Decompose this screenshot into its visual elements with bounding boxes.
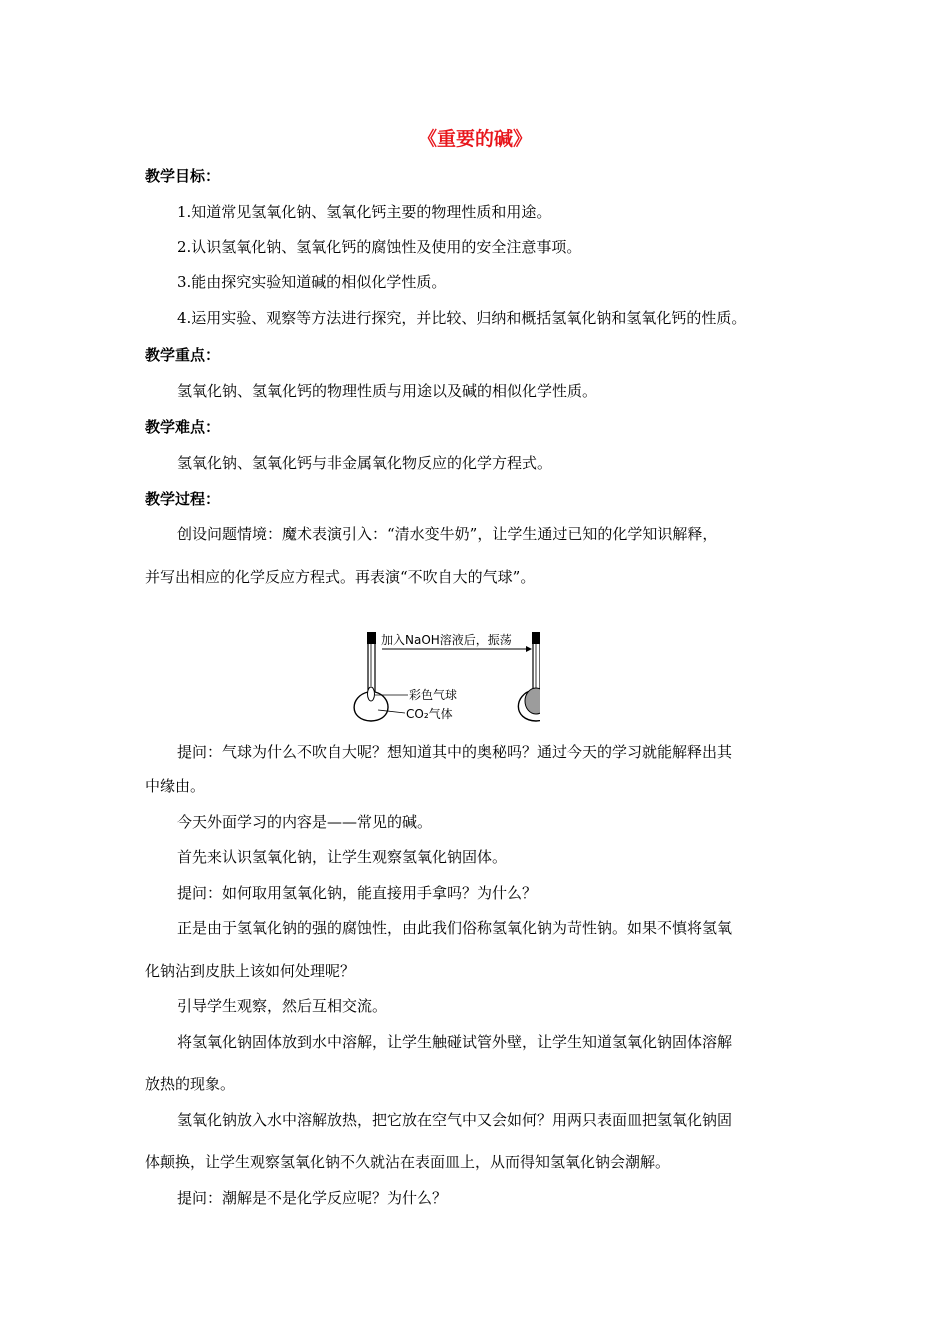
gas-label: CO₂气体 bbox=[406, 707, 453, 721]
process-paragraph-5: 提问：如何取用氢氧化钠，能直接用手拿吗？为什么？ bbox=[177, 884, 538, 902]
key-points-text: 氢氧化钠、氢氧化钙的物理性质与用途以及碱的相似化学性质。 bbox=[177, 382, 598, 400]
document-title: 《重要的碱》 bbox=[417, 128, 532, 150]
process-paragraph-8-line-1: 将氢氧化钠固体放到水中溶解，让学生触碰试管外壁，让学生知道氢氧化钠固体溶解 bbox=[177, 1033, 733, 1051]
process-paragraph-9-line-2: 体颠换，让学生观察氢氧化钠不久就沾在表面皿上，从而得知氢氧化钠会潮解。 bbox=[145, 1153, 671, 1171]
balloon-experiment-figure bbox=[340, 622, 540, 728]
process-paragraph-3: 今天外面学习的内容是——常见的碱。 bbox=[177, 813, 433, 831]
balloon-label: 彩色气球 bbox=[409, 688, 458, 702]
process-paragraph-6-line-2: 化钠沾到皮肤上该如何处理呢？ bbox=[145, 962, 356, 980]
process-heading: 教学过程： bbox=[145, 490, 221, 508]
process-paragraph-4: 首先来认识氢氧化钠，让学生观察氢氧化钠固体。 bbox=[177, 848, 508, 866]
objective-item-3: 3.能由探究实验知道碱的相似化学性质。 bbox=[177, 273, 447, 291]
objectives-heading: 教学目标： bbox=[145, 167, 221, 185]
process-paragraph-7: 引导学生观察，然后互相交流。 bbox=[177, 997, 388, 1015]
difficulties-heading: 教学难点： bbox=[145, 418, 221, 436]
objective-item-2: 2.认识氢氧化钠、氢氧化钙的腐蚀性及使用的安全注意事项。 bbox=[177, 238, 582, 256]
objective-item-4: 4.运用实验、观察等方法进行探究，并比较、归纳和概括氢氧化钠和氢氧化钙的性质。 bbox=[177, 309, 747, 327]
process-paragraph-10: 提问：潮解是不是化学反应呢？为什么？ bbox=[177, 1189, 448, 1207]
objective-item-1: 1.知道常见氢氧化钠、氢氧化钙主要的物理性质和用途。 bbox=[177, 203, 552, 221]
process-paragraph-2-line-2: 中缘由。 bbox=[145, 777, 206, 795]
difficulties-text: 氢氧化钠、氢氧化钙与非金属氧化物反应的化学方程式。 bbox=[177, 454, 553, 472]
arrow-label: 加入NaOH溶液后，振荡 bbox=[381, 633, 512, 647]
key-points-heading: 教学重点： bbox=[145, 346, 221, 364]
process-paragraph-1-line-1: 创设问题情境：魔术表演引入：“清水变牛奶”，让学生通过已知的化学知识解释， bbox=[177, 525, 718, 543]
process-paragraph-6-line-1: 正是由于氢氧化钠的强的腐蚀性，由此我们俗称氢氧化钠为苛性钠。如果不慎将氢氧 bbox=[177, 919, 733, 937]
right-flask-icon bbox=[518, 632, 540, 721]
process-paragraph-8-line-2: 放热的现象。 bbox=[145, 1075, 236, 1093]
process-paragraph-2-line-1: 提问：气球为什么不吹自大呢？想知道其中的奥秘吗？通过今天的学习就能解释出其 bbox=[177, 743, 733, 761]
process-paragraph-1-line-2: 并写出相应的化学反应方程式。再表演“不吹自大的气球”。 bbox=[145, 568, 536, 586]
process-paragraph-9-line-1: 氢氧化钠放入水中溶解放热，把它放在空气中又会如何？用两只表面皿把氢氧化钠固 bbox=[177, 1111, 733, 1129]
